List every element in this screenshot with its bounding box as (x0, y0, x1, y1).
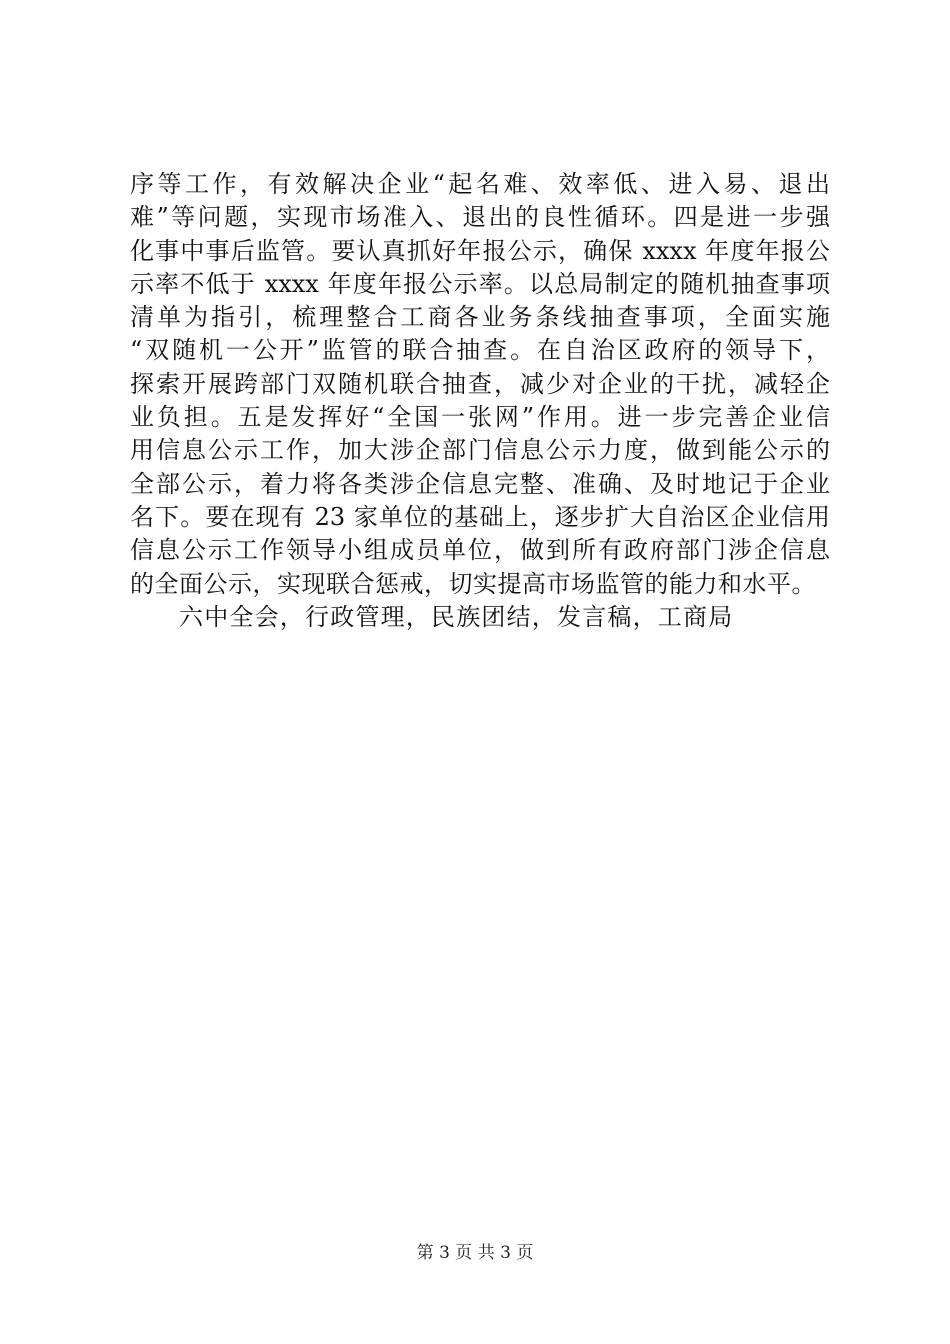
paragraph-line: 信息公示工作领导小组成员单位，做到所有政府部门涉企信息 (130, 536, 830, 565)
paragraph-line: 全部公示，着力将各类涉企信息完整、准确、及时地记于企业 (130, 469, 830, 498)
paragraph-line: 的全面公示，实现联合惩戒，切实提高市场监管的能力和水平。 (130, 569, 816, 598)
paragraph-line: 业负担。五是发挥好“全国一张网”作用。进一步完善企业信 (130, 403, 830, 432)
paragraph-line: 示率不低于 xxxx 年度年报公示率。以总局制定的随机抽查事项 (130, 269, 830, 298)
paragraph-line: 序等工作，有效解决企业“起名难、效率低、进入易、退出 (130, 170, 830, 198)
paragraph-line: 化事中事后监管。要认真抓好年报公示，确保 xxxx 年度年报公 (130, 236, 830, 265)
body-paragraph (130, 168, 830, 601)
paragraph-line: 名下。要在现有 23 家单位的基础上，逐步扩大自治区企业信用 (130, 502, 830, 531)
paragraph-line: 用信息公示工作，加大涉企部门信息公示力度，做到能公示的 (130, 436, 830, 465)
paragraph-line: 探索开展跨部门双随机联合抽查，减少对企业的干扰，减轻企 (130, 369, 830, 398)
keywords-line: 六中全会，行政管理，民族团结，发言稿，工商局 (179, 603, 734, 631)
paragraph-line: “双随机一公开”监管的联合抽查。在自治区政府的领导下， (130, 336, 830, 365)
page-footer: 第 3 页 共 3 页 (416, 1243, 534, 1263)
paragraph-line: 难”等问题，实现市场准入、退出的良性循环。四是进一步强 (130, 203, 830, 232)
paragraph-line: 清单为指引，梳理整合工商各业务条线抽查事项，全面实施 (130, 303, 830, 332)
